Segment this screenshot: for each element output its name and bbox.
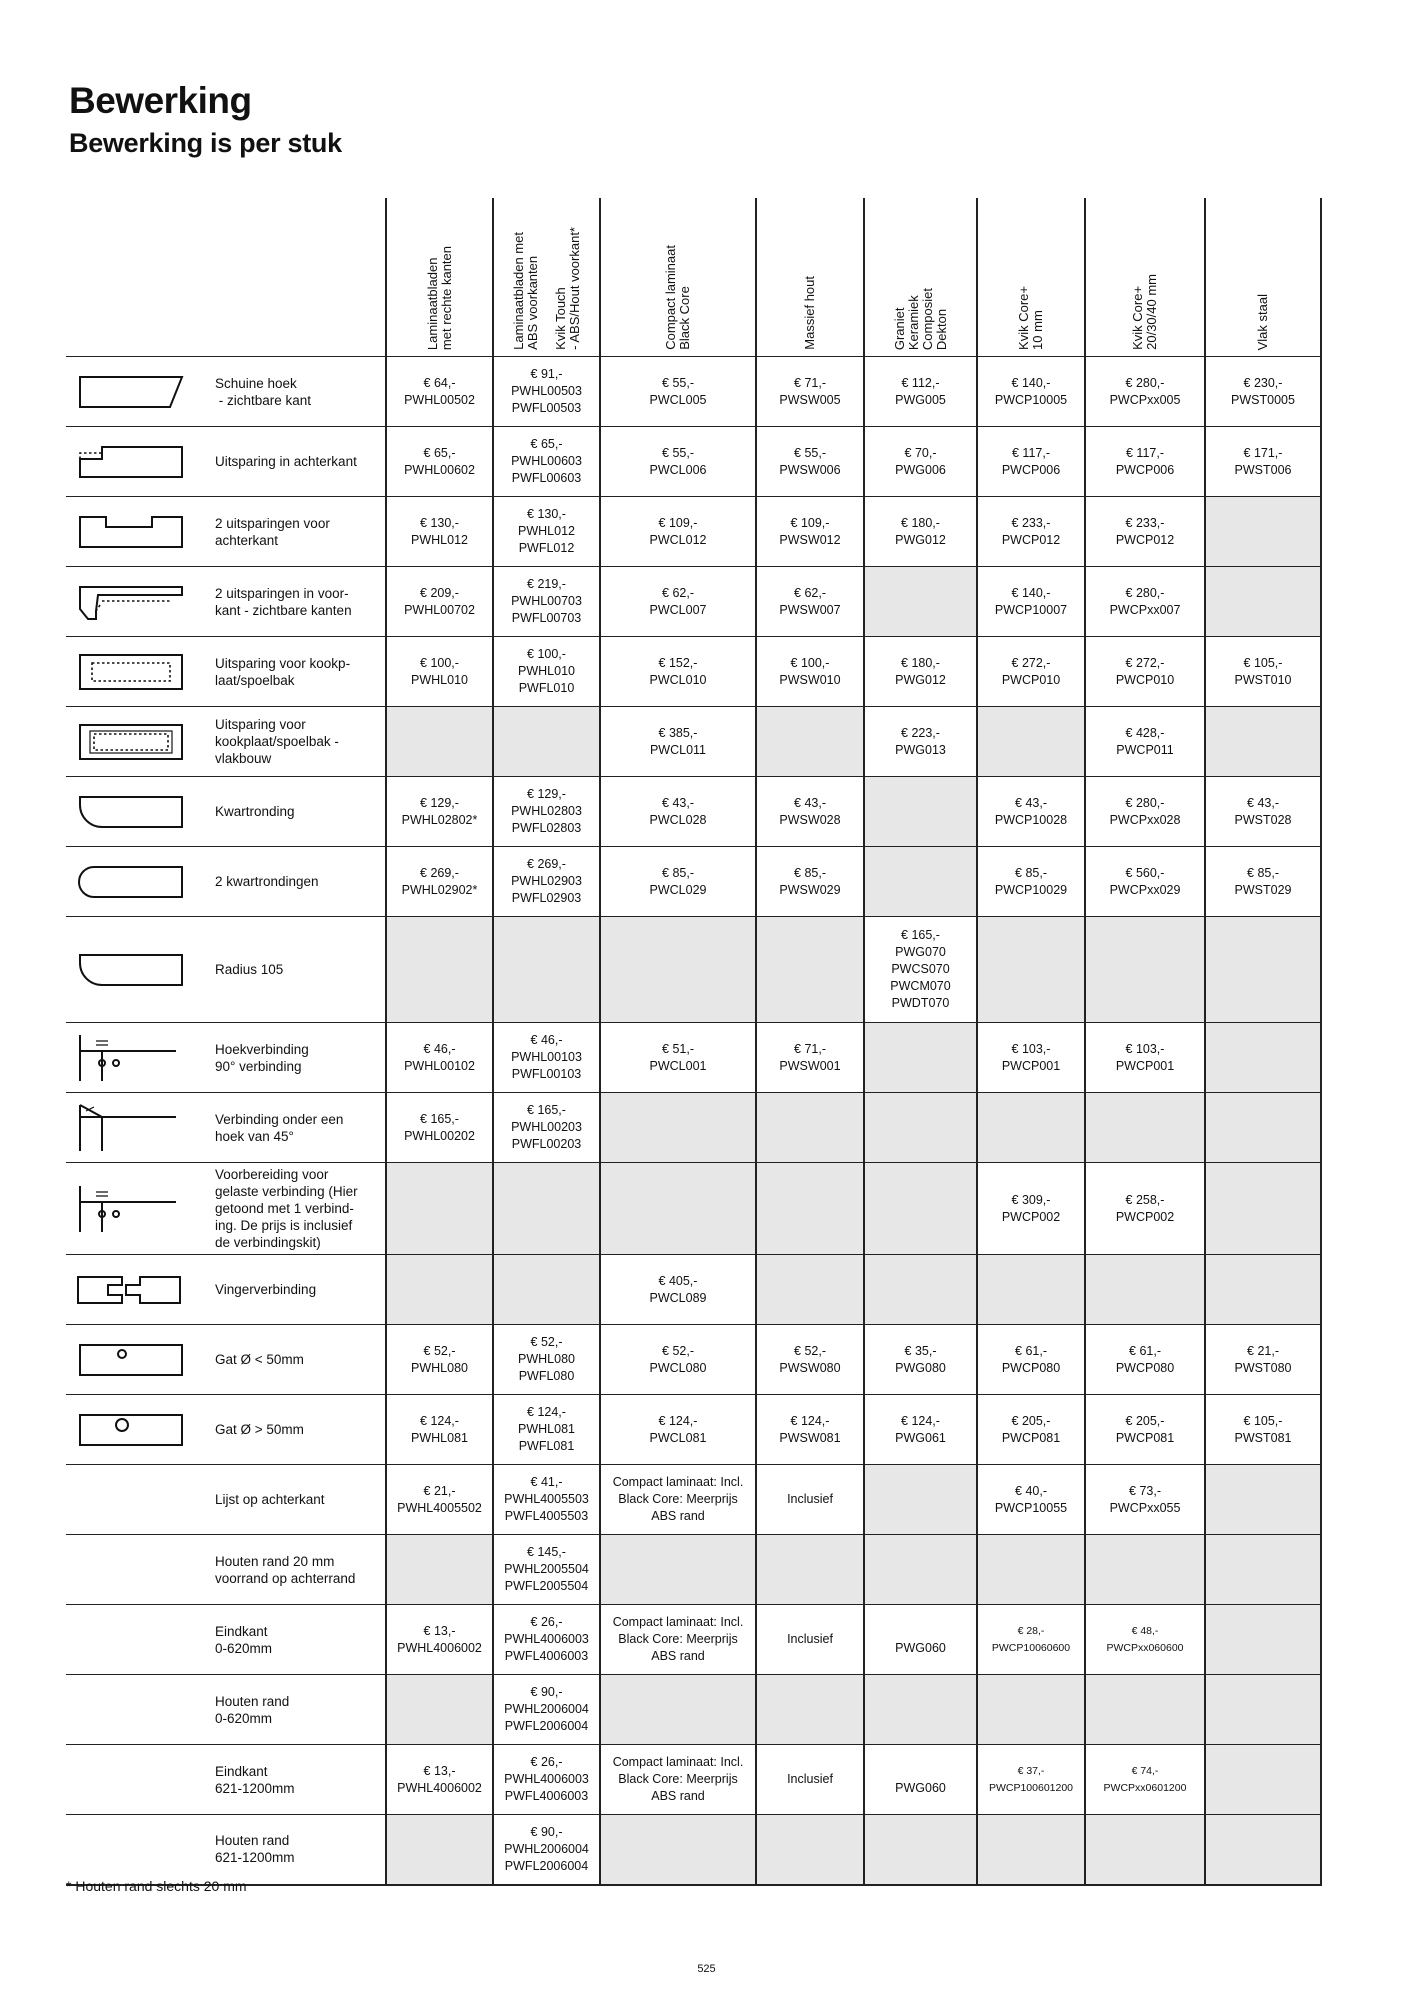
price-cell: € 100,- PWHL010 (386, 637, 493, 707)
table-row (66, 637, 1321, 707)
price-cell (386, 917, 493, 1023)
price-cell: € 26,- PWHL4006003 PWFL4006003 (493, 1605, 600, 1675)
price-cell (756, 1675, 864, 1745)
price-cell: € 130,- PWHL012 PWFL012 (493, 497, 600, 567)
price-cell: € 71,- PWSW001 (756, 1023, 864, 1093)
price-cell: € 171,- PWST006 (1205, 427, 1321, 497)
price-cell: € 85,- PWCL029 (600, 847, 756, 917)
price-cell: € 46,- PWHL00103 PWFL00103 (493, 1023, 600, 1093)
price-cell (493, 917, 600, 1023)
price-cell: € 52,- PWHL080 (386, 1325, 493, 1395)
price-cell (1205, 917, 1321, 1023)
price-cell: € 21,- PWHL4005502 (386, 1465, 493, 1535)
page-number: 525 (697, 1963, 716, 1975)
table-row (66, 1815, 1321, 1885)
price-cell: Compact laminaat: Incl. Black Core: Meerprijs ABS rand (600, 1745, 756, 1815)
price-cell (1205, 1023, 1321, 1093)
column-header (977, 198, 1085, 357)
table-row (66, 567, 1321, 637)
verbinding-45-icon (72, 1101, 190, 1155)
price-cell: € 124,- PWCL081 (600, 1395, 756, 1465)
row-label: Vingerverbinding (211, 1255, 386, 1325)
price-cell (1205, 1465, 1321, 1535)
price-cell (1085, 1093, 1205, 1163)
row-icon-cell (66, 1745, 211, 1815)
price-cell: € 103,- PWCP001 (1085, 1023, 1205, 1093)
price-cell: € 43,- PWST028 (1205, 777, 1321, 847)
price-cell (1205, 1675, 1321, 1745)
row-icon-cell (66, 427, 211, 497)
price-cell: € 560,- PWCPxx029 (1085, 847, 1205, 917)
price-cell: € 105,- PWST081 (1205, 1395, 1321, 1465)
row-icon-cell (66, 1255, 211, 1325)
price-cell (756, 1093, 864, 1163)
page-title: Bewerking (69, 80, 252, 121)
row-icon-cell (66, 497, 211, 567)
column-header-text: Laminaatbladen met ABS voorkanten Kvik Touch - ABS/Hout voorkant* (510, 227, 582, 350)
kwartronding-icon (72, 785, 190, 839)
table-row (66, 1535, 1321, 1605)
schuine-hoek-icon (72, 365, 190, 419)
price-cell: € 272,- PWCP010 (1085, 637, 1205, 707)
price-cell: € 180,- PWG012 (864, 637, 977, 707)
price-cell (1085, 1675, 1205, 1745)
price-cell: € 26,- PWHL4006003 PWFL4006003 (493, 1745, 600, 1815)
uitsparing-kookplaat-icon (72, 645, 190, 699)
row-icon-cell (66, 917, 211, 1023)
price-cell: € 269,- PWHL02902* (386, 847, 493, 917)
vingerverbinding-icon (72, 1263, 190, 1317)
price-cell: € 61,- PWCP080 (1085, 1325, 1205, 1395)
price-cell: Inclusief (756, 1605, 864, 1675)
row-label: Uitsparing in achterkant (211, 427, 386, 497)
price-cell (1085, 917, 1205, 1023)
row-label: Radius 105 (211, 917, 386, 1023)
price-cell: € 85,- PWCP10029 (977, 847, 1085, 917)
price-cell: € 70,- PWG006 (864, 427, 977, 497)
row-label: Gat Ø < 50mm (211, 1325, 386, 1395)
column-header-text: Laminaatbladen met rechte kanten (424, 245, 454, 350)
row-label: Gat Ø > 50mm (211, 1395, 386, 1465)
price-cell: € 85,- PWSW029 (756, 847, 864, 917)
price-cell: € 43,- PWCL028 (600, 777, 756, 847)
price-cell: € 43,- PWSW028 (756, 777, 864, 847)
table-row (66, 357, 1321, 427)
price-cell: € 100,- PWSW010 (756, 637, 864, 707)
price-cell: € 43,- PWCP10028 (977, 777, 1085, 847)
price-cell: € 105,- PWST010 (1205, 637, 1321, 707)
price-cell: € 112,- PWG005 (864, 357, 977, 427)
price-cell (864, 567, 977, 637)
price-cell: € 124,- PWG061 (864, 1395, 977, 1465)
price-cell: € 21,- PWST080 (1205, 1325, 1321, 1395)
price-cell (386, 1535, 493, 1605)
row-label: Schuine hoek - zichtbare kant (211, 357, 386, 427)
price-cell: € 165,- PWG070 PWCS070 PWCM070 PWDT070 (864, 917, 977, 1023)
price-cell: € 280,- PWCPxx028 (1085, 777, 1205, 847)
price-cell (756, 1163, 864, 1255)
price-cell (1205, 1535, 1321, 1605)
price-cell: € 62,- PWSW007 (756, 567, 864, 637)
row-icon-cell (66, 1465, 211, 1535)
price-cell: € 280,- PWCPxx007 (1085, 567, 1205, 637)
price-cell: € 91,- PWHL00503 PWFL00503 (493, 357, 600, 427)
price-cell: € 272,- PWCP010 (977, 637, 1085, 707)
price-cell: € 55,- PWSW006 (756, 427, 864, 497)
price-cell: € 90,- PWHL2006004 PWFL2006004 (493, 1675, 600, 1745)
row-label: Verbinding onder een hoek van 45° (211, 1093, 386, 1163)
row-label: Houten rand 0-620mm (211, 1675, 386, 1745)
price-cell: € 428,- PWCP011 (1085, 707, 1205, 777)
row-icon-cell (66, 1093, 211, 1163)
price-cell (386, 1255, 493, 1325)
price-cell: € 205,- PWCP081 (977, 1395, 1085, 1465)
price-cell (1205, 1255, 1321, 1325)
row-icon-cell (66, 1163, 211, 1255)
hoekverbinding-icon (72, 1031, 190, 1085)
price-cell (493, 1255, 600, 1325)
price-cell: € 51,- PWCL001 (600, 1023, 756, 1093)
price-cell (600, 1675, 756, 1745)
row-icon-cell (66, 1395, 211, 1465)
price-cell: € 117,- PWCP006 (1085, 427, 1205, 497)
price-cell: € 41,- PWHL4005503 PWFL4005503 (493, 1465, 600, 1535)
price-cell: € 71,- PWSW005 (756, 357, 864, 427)
price-cell (600, 1535, 756, 1605)
page-subtitle: Bewerking is per stuk (69, 128, 342, 158)
price-cell: € 129,- PWHL02802* (386, 777, 493, 847)
price-cell (756, 1535, 864, 1605)
price-cell: € 140,- PWCP10007 (977, 567, 1085, 637)
price-cell: € 35,- PWG080 (864, 1325, 977, 1395)
price-cell (977, 1093, 1085, 1163)
price-cell (1085, 1255, 1205, 1325)
price-cell (493, 1163, 600, 1255)
column-header (386, 198, 493, 357)
row-icon-cell (66, 567, 211, 637)
row-icon-cell (66, 1675, 211, 1745)
price-cell: € 223,- PWG013 (864, 707, 977, 777)
price-cell: € 280,- PWCPxx005 (1085, 357, 1205, 427)
price-cell: € 385,- PWCL011 (600, 707, 756, 777)
column-header (864, 198, 977, 357)
price-cell (977, 1815, 1085, 1885)
price-cell (600, 1815, 756, 1885)
price-cell: € 124,- PWHL081 PWFL081 (493, 1395, 600, 1465)
twee-kwartrondingen-icon (72, 855, 190, 909)
column-header-row (66, 198, 1321, 357)
column-header (1205, 198, 1321, 357)
price-cell: PWG060 (864, 1605, 977, 1675)
row-icon-cell (66, 1325, 211, 1395)
row-label: Kwartronding (211, 777, 386, 847)
table-row (66, 1395, 1321, 1465)
price-cell (1085, 1815, 1205, 1885)
row-icon-cell (66, 1535, 211, 1605)
row-label: Lijst op achterkant (211, 1465, 386, 1535)
price-cell (1205, 1745, 1321, 1815)
row-label: Voorbereiding voor gelaste verbinding (Hier getoond met 1 verbind- ing. De prijs is inclusief de verbindingskit) (211, 1163, 386, 1255)
price-cell: € 13,- PWHL4006002 (386, 1605, 493, 1675)
price-cell: Inclusief (756, 1465, 864, 1535)
price-cell: € 61,- PWCP080 (977, 1325, 1085, 1395)
row-label: 2 uitsparingen in voor- kant - zichtbare kanten (211, 567, 386, 637)
price-cell: € 28,- PWCP10060600 (977, 1605, 1085, 1675)
price-cell: Compact laminaat: Incl. Black Core: Meerprijs ABS rand (600, 1465, 756, 1535)
price-cell (977, 707, 1085, 777)
column-header (600, 198, 756, 357)
price-cell (1205, 1163, 1321, 1255)
price-cell: € 180,- PWG012 (864, 497, 977, 567)
price-cell (1205, 1605, 1321, 1675)
gat-klein-icon (72, 1333, 190, 1387)
price-cell: € 405,- PWCL089 (600, 1255, 756, 1325)
price-cell: Compact laminaat: Incl. Black Core: Meerprijs ABS rand (600, 1605, 756, 1675)
row-label: Hoekverbinding 90° verbinding (211, 1023, 386, 1093)
column-header-text: Compact laminaat Black Core (663, 245, 692, 350)
table-row (66, 1023, 1321, 1093)
price-cell (864, 1093, 977, 1163)
price-cell: € 52,- PWCL080 (600, 1325, 756, 1395)
price-cell: € 230,- PWST0005 (1205, 357, 1321, 427)
footnote: * Houten rand slechts 20 mm (66, 1878, 247, 1894)
price-cell: € 165,- PWHL00203 PWFL00203 (493, 1093, 600, 1163)
price-cell: € 109,- PWSW012 (756, 497, 864, 567)
price-cell: € 52,- PWSW080 (756, 1325, 864, 1395)
price-cell: € 233,- PWCP012 (1085, 497, 1205, 567)
table-row (66, 1255, 1321, 1325)
price-cell (1205, 497, 1321, 567)
price-cell (386, 1815, 493, 1885)
price-cell: € 258,- PWCP002 (1085, 1163, 1205, 1255)
price-cell: € 233,- PWCP012 (977, 497, 1085, 567)
table-row (66, 427, 1321, 497)
price-cell (756, 1255, 864, 1325)
price-cell (1205, 567, 1321, 637)
price-cell (756, 707, 864, 777)
price-cell: € 48,- PWCPxx060600 (1085, 1605, 1205, 1675)
price-cell: € 219,- PWHL00703 PWFL00703 (493, 567, 600, 637)
price-cell: € 62,- PWCL007 (600, 567, 756, 637)
uitsparing-achterkant-icon (72, 435, 190, 489)
table-row (66, 1675, 1321, 1745)
price-cell: € 73,- PWCPxx055 (1085, 1465, 1205, 1535)
column-header-text: Vlak staal (1255, 293, 1270, 350)
price-cell: € 85,- PWST029 (1205, 847, 1321, 917)
row-label: Uitsparing voor kookplaat/spoelbak - vlakbouw (211, 707, 386, 777)
table-row (66, 707, 1321, 777)
row-icon-cell (66, 707, 211, 777)
price-cell (977, 1535, 1085, 1605)
price-cell: € 140,- PWCP10005 (977, 357, 1085, 427)
table-row (66, 1605, 1321, 1675)
price-cell (386, 707, 493, 777)
row-label: 2 uitsparingen voor achterkant (211, 497, 386, 567)
column-header (756, 198, 864, 357)
price-cell: € 165,- PWHL00202 (386, 1093, 493, 1163)
price-cell (1205, 707, 1321, 777)
price-cell: € 117,- PWCP006 (977, 427, 1085, 497)
price-cell: € 129,- PWHL02803 PWFL02803 (493, 777, 600, 847)
column-header-text: Graniet Keramiek Composiet Dekton (891, 287, 949, 350)
row-icon-cell (66, 847, 211, 917)
price-cell (864, 847, 977, 917)
table-row (66, 847, 1321, 917)
gelaste-verbinding-icon (72, 1182, 190, 1236)
price-cell: € 124,- PWHL081 (386, 1395, 493, 1465)
price-cell (864, 1465, 977, 1535)
row-icon-cell (66, 1815, 211, 1885)
price-cell (756, 917, 864, 1023)
column-header-text: Kvik Core+ 10 mm (1016, 286, 1045, 350)
price-cell: € 209,- PWHL00702 (386, 567, 493, 637)
row-icon-cell (66, 357, 211, 427)
table-row (66, 1465, 1321, 1535)
row-icon-cell (66, 637, 211, 707)
price-cell: € 55,- PWCL005 (600, 357, 756, 427)
column-header (493, 198, 600, 357)
row-icon-cell (66, 1605, 211, 1675)
price-cell: € 309,- PWCP002 (977, 1163, 1085, 1255)
uitsparing-vlakbouw-icon (72, 715, 190, 769)
price-cell: Inclusief (756, 1745, 864, 1815)
price-cell: € 205,- PWCP081 (1085, 1395, 1205, 1465)
price-cell (1205, 1093, 1321, 1163)
radius-icon (72, 943, 190, 997)
row-label: Eindkant 621-1200mm (211, 1745, 386, 1815)
price-cell: € 13,- PWHL4006002 (386, 1745, 493, 1815)
price-cell (386, 1163, 493, 1255)
twee-uitsparingen-voorkant-icon (72, 575, 190, 629)
price-cell: PWG060 (864, 1745, 977, 1815)
table-row (66, 777, 1321, 847)
table-row (66, 1325, 1321, 1395)
table-row (66, 1745, 1321, 1815)
table-row (66, 1163, 1321, 1255)
price-cell (977, 917, 1085, 1023)
price-cell: € 90,- PWHL2006004 PWFL2006004 (493, 1815, 600, 1885)
price-cell (864, 1535, 977, 1605)
column-header-text: Massief hout (802, 276, 817, 350)
price-cell (493, 707, 600, 777)
row-label: Houten rand 20 mm voorrand op achterrand (211, 1535, 386, 1605)
price-cell (386, 1675, 493, 1745)
row-label: Houten rand 621-1200mm (211, 1815, 386, 1885)
price-cell: € 65,- PWHL00603 PWFL00603 (493, 427, 600, 497)
price-cell: € 74,- PWCPxx0601200 (1085, 1745, 1205, 1815)
blank-header (66, 198, 211, 357)
row-label: Eindkant 0-620mm (211, 1605, 386, 1675)
price-cell (977, 1255, 1085, 1325)
price-cell: € 55,- PWCL006 (600, 427, 756, 497)
price-cell (977, 1675, 1085, 1745)
row-label: 2 kwartrondingen (211, 847, 386, 917)
gat-groot-icon (72, 1403, 190, 1457)
price-cell (756, 1815, 864, 1885)
price-cell: € 46,- PWHL00102 (386, 1023, 493, 1093)
price-cell: € 152,- PWCL010 (600, 637, 756, 707)
price-cell (864, 777, 977, 847)
twee-uitsparingen-achterkant-icon (72, 505, 190, 559)
price-cell (600, 917, 756, 1023)
price-cell (600, 1163, 756, 1255)
price-cell: € 109,- PWCL012 (600, 497, 756, 567)
price-cell (1085, 1535, 1205, 1605)
price-cell: € 145,- PWHL2005504 PWFL2005504 (493, 1535, 600, 1605)
price-cell (864, 1023, 977, 1093)
column-header-text: Kvik Core+ 20/30/40 mm (1130, 274, 1159, 350)
table-row (66, 497, 1321, 567)
price-cell (864, 1255, 977, 1325)
pricing-table (66, 198, 1322, 1886)
price-cell: € 37,- PWCP100601200 (977, 1745, 1085, 1815)
blank-header (211, 198, 386, 357)
price-cell: € 100,- PWHL010 PWFL010 (493, 637, 600, 707)
price-cell (864, 1163, 977, 1255)
row-label: Uitsparing voor kookp- laat/spoelbak (211, 637, 386, 707)
column-header (1085, 198, 1205, 357)
price-cell (864, 1815, 977, 1885)
price-cell: € 124,- PWSW081 (756, 1395, 864, 1465)
table-row (66, 1093, 1321, 1163)
table-row (66, 917, 1321, 1023)
row-icon-cell (66, 777, 211, 847)
price-cell (1205, 1815, 1321, 1885)
price-cell (600, 1093, 756, 1163)
price-cell (864, 1675, 977, 1745)
price-cell: € 64,- PWHL00502 (386, 357, 493, 427)
price-cell: € 269,- PWHL02903 PWFL02903 (493, 847, 600, 917)
price-cell: € 65,- PWHL00602 (386, 427, 493, 497)
price-cell: € 130,- PWHL012 (386, 497, 493, 567)
price-cell: € 103,- PWCP001 (977, 1023, 1085, 1093)
price-cell: € 40,- PWCP10055 (977, 1465, 1085, 1535)
price-cell: € 52,- PWHL080 PWFL080 (493, 1325, 600, 1395)
row-icon-cell (66, 1023, 211, 1093)
